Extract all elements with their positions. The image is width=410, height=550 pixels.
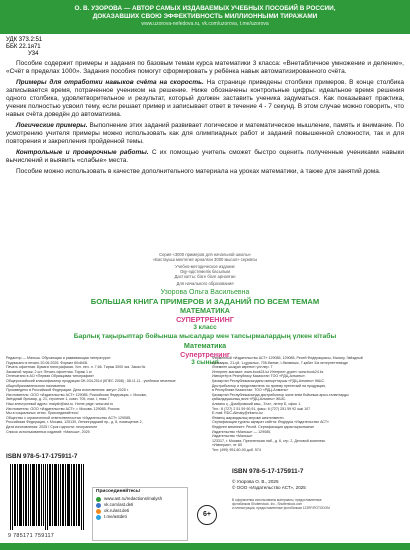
imprint-line: Отпечатано в АО «Первая Образцовая типография» bbox=[6, 374, 95, 379]
banner-line-2: ДОКАЗАВШИХ СВОЮ ЭФФЕКТИВНОСТЬ МИЛЛИОННЫМИ ТИРАЖАМИ bbox=[92, 13, 318, 20]
imprint-line: «Империя», эт. 60 bbox=[212, 443, 242, 448]
paragraph-logic-text: Выполнение этих заданий развивает логическое и математическое мышление, память и внимание. По усмотрению учителя примеры можно использовать как для олимпиадных работ и заданий повышенной сложности, так и для повторения и закрепления пройденной темы. bbox=[6, 122, 405, 145]
catalog-codes bbox=[6, 37, 42, 58]
imprint-line: 123317, г. Москва, Пресненская наб., д. 6, стр. 2, Деловой комплекс bbox=[212, 438, 326, 443]
imprint-line: Наш электронный адрес: malysh@ast.ru. Home page: www.ast.ru bbox=[6, 401, 114, 406]
book-grade: 3 класс bbox=[193, 324, 217, 331]
social-box bbox=[92, 487, 188, 541]
credit-line: и иллюстрации, предоставленные фотобанком 123RF/ROTODOM bbox=[232, 506, 330, 510]
copyright-publisher: © ООО «Издательство АСТ», 2025 bbox=[232, 485, 306, 490]
author-code: У34 bbox=[28, 51, 39, 57]
bbk-code: ББК 22.1я71 bbox=[6, 44, 41, 50]
copyright-author: © Узорова О. В., 2025 bbox=[232, 479, 279, 484]
imprint-line: Өндірген мемлекет: Ресей. Сертификация қарастырылмаған bbox=[212, 424, 314, 429]
paragraph-control bbox=[6, 149, 404, 165]
book-title: БОЛЬШАЯ КНИГА ПРИМЕРОВ И ЗАДАНИЙ ПО ВСЕМ ТЕМАМ bbox=[90, 297, 320, 306]
book-trainer-kz: Супертренинг bbox=[180, 350, 230, 359]
imprint-line: Интернет-магазин: www.book24.kz Интернет-дүкен: www.book24.kz bbox=[212, 369, 324, 374]
imprint-line: в Республике Казахстан: ТОО «РДЦ-Алматы» bbox=[212, 388, 289, 393]
image-credits bbox=[232, 498, 404, 510]
edu-type-kz: Оқу-әдістемелік басылым bbox=[179, 269, 231, 274]
imprint-line: Подписано в печать 20.06.2025. Формат 60x84/8. bbox=[6, 360, 88, 365]
imprint-left bbox=[6, 356, 206, 434]
imprint-line: Қазақстан Республикасындағы импорттаушы «РДЦ-Алматы» ЖШС. bbox=[212, 378, 326, 383]
imprint-line: Общероссийский классификатор продукции ОК-034-2014 (КПЕС 2008) ; 58.11.11 - учебники печатные bbox=[6, 378, 176, 383]
title-block bbox=[60, 252, 350, 367]
book-subject-kz: Математика bbox=[183, 341, 227, 350]
series-ru: Серия «3000 примеров для начальной школы» bbox=[159, 252, 251, 257]
description-text bbox=[6, 60, 404, 179]
imprint-line: Общество с ограниченной ответственностью «Издательство АСТ» 129085, bbox=[6, 415, 131, 420]
social-site-link[interactable]: www.ast.ru/redactions/malysh bbox=[104, 496, 163, 501]
author-name: Узорова Ольга Васильевна bbox=[160, 289, 250, 296]
paragraph-control-text: С их помощью учитель сможет быстро оценить полученные учениками навыки вычислений и выявить «слабые» места. bbox=[6, 149, 404, 164]
book-title-kz: Барлық тақырыптар бойынша мысалдар мен тапсырмалардың үлкен кітабы bbox=[73, 333, 337, 340]
imprint-line: Издательство «Малыш» — 129085, bbox=[212, 429, 272, 434]
imprint-line: Қазақстан Республикасында дистрибьютор және өнім бойынша арыз-талаптарды bbox=[212, 392, 349, 397]
imprint-line: Тел.: 8 (727) 2 51 59 90,91, факс: 8 (727) 251 59 92 ішкі 107 bbox=[212, 406, 311, 411]
barcode-digits: 9 785171 759117 bbox=[8, 533, 55, 539]
imprint-line: Изготовитель: ООО «Издательство АСТ» 129085, Российская Федерация, г. Москва, bbox=[6, 392, 147, 397]
book-grade-kz: 3 сынып bbox=[191, 359, 219, 366]
edu-level: Для начального образования bbox=[176, 281, 234, 286]
age-rating-badge: 6+ bbox=[197, 505, 217, 525]
isbn-right: ISBN 978-5-17-175911-7 bbox=[232, 468, 304, 475]
isbn-left: ISBN 978-5-17-175911-7 bbox=[6, 453, 78, 460]
credit-line: В оформлении использованы материалы, предоставленные bbox=[232, 498, 322, 502]
paragraph-usage: Пособие можно использовать в качестве дополнительного материала на уроках математики, а также для занятий дома. bbox=[16, 168, 381, 175]
udk-code: УДК 373.2:51 bbox=[6, 37, 43, 43]
imprint-line: Дата изготовления: 2025 / Срок годности: неограничен bbox=[6, 424, 98, 429]
imprint-line: Сертификация туралы ақпарат сайтта: Өндіруші «Издательство АСТ» bbox=[212, 420, 329, 425]
imprint-line: Редактор — Малыш. Обучающая и развивающая литература» bbox=[6, 356, 111, 360]
imprint-line: общеобразовательного назначения bbox=[6, 383, 66, 388]
paragraph-speed bbox=[6, 79, 404, 119]
telegram-icon bbox=[96, 515, 101, 520]
vk-icon bbox=[96, 503, 101, 508]
social-vk-link[interactable]: vk.com/ast.deti bbox=[104, 502, 134, 507]
imprint-line: E-mail: RDC-Almaty@eksmo.kz bbox=[212, 411, 263, 416]
imprint-right bbox=[212, 356, 404, 452]
paragraph-control-title: Контрольные и проверочные работы. bbox=[16, 149, 149, 156]
imprint-line: Тел: (499) 951-60-00 доб. 574 bbox=[212, 447, 261, 452]
social-tg-link[interactable]: t.me/astdeti bbox=[104, 514, 127, 519]
imprint-line: Российская Федерация, г. Москва, 125130, Ленинградский пр., д. 8, помещение 2, bbox=[6, 420, 143, 425]
paragraph-speed-title: Примеры для отработки навыков счёта на скорость. bbox=[16, 79, 204, 86]
imprint-line: Алматы қ., Домбровский көш., 3«а», литер Б, офис 1. bbox=[212, 401, 302, 406]
edu-note: Дастхатты: бізге бізге арналған bbox=[174, 274, 236, 279]
imprint-line: Фирменный «Издательство АСТ» 129085, 129085, Ресей Федерациясы, Мәскеу, Звёздный bbox=[212, 356, 363, 360]
social-title: Присоединяйтесь! bbox=[96, 489, 141, 494]
paragraph-speed-text: На странице приведены столбики примеров. В конце столбика записывается время, потраченное учеником на решение. Ниже обозначены контрольные цифры: идеальное время решения одного столбика, удовлетворительное и результат, который должен заставить ученика задуматься. Как показывает практика, ученик полностью усвоил тему, если решает пример и записывает ответ в течение 4 - 7 секунд. В этом случае можно говорить, что навык счёта доведён до автоматизма. bbox=[6, 79, 404, 118]
banner-links[interactable]: www.uzorova-nefedova.ru, vk.com/uzorova, t.me/uzorova bbox=[141, 21, 269, 27]
bottom-strip bbox=[0, 543, 410, 550]
imprint-line: Мы в социальных сетях. Присоединяйтесь! bbox=[6, 411, 79, 416]
credit-line: фотобанком Shutterstock, Inc., Shutterstock.com bbox=[232, 502, 303, 506]
top-banner bbox=[0, 0, 410, 34]
book-trainer: СУПЕРТРЕНИНГ bbox=[176, 315, 234, 324]
imprint-line: Издательство «Малыш» bbox=[212, 434, 253, 439]
ok-icon bbox=[96, 509, 101, 514]
imprint-line: Импортёр в Республику Казахстан ТОО «РДЦ-Алматы». bbox=[212, 374, 306, 379]
imprint-line: Список использованных изданий: «Малыш», 2025 bbox=[6, 429, 90, 434]
globe-icon bbox=[96, 497, 101, 502]
imprint-line: бульвары, 21-үй, 1-құрылыс, 705-бөлме, І-бөлмешік, 7-қабат. Біз интернеттемізде bbox=[212, 360, 348, 365]
imprint-line: Өнімнің жарамдылық мерзімі шектелмеген. bbox=[212, 415, 285, 420]
edu-type-ru: Учебно-методическое издание bbox=[175, 264, 235, 269]
imprint-line: қабылдаушының өкілі «РДЦ-Алматы» ЖШС. bbox=[212, 397, 287, 402]
imprint-line: Произведено в Российской Федерации. Дата изготовления: август 2025 г. bbox=[6, 388, 129, 393]
paragraph-intro: Пособие содержит примеры и задания по базовым темам курса математики 3 класса: «Внетабличное умножение и деление», «Счёт в пределах 1000». Задания пособия помогут сформировать у ребёнка навык автоматизированного счёта. bbox=[6, 60, 404, 75]
social-ok-link[interactable]: ok.ru/ast.deti bbox=[104, 508, 130, 513]
copyright-block bbox=[232, 479, 306, 491]
paragraph-logic bbox=[6, 122, 404, 146]
imprint-line: Изготовитель: ООО «Издательство АСТ», г. Москва, 129085, Россия bbox=[6, 406, 120, 411]
paragraph-logic-title: Логические примеры. bbox=[16, 122, 88, 129]
social-tg-row[interactable] bbox=[96, 514, 184, 520]
imprint-line: Печать офсетная. Бумага типографская. Усл. печ. л. 7,66. Тираж 3000 экз. Заказ № bbox=[6, 365, 146, 370]
imprint-line: Дистрибьютор и представитель по приему претензий на продукцию, bbox=[212, 383, 327, 388]
banner-line-1: О. В. УЗОРОВА — АВТОР САМЫХ ИЗДАВАЕМЫХ УЧЕБНЫХ ПОСОБИЙ В РОССИИ, bbox=[74, 5, 336, 12]
imprint-line: Заказной тираж: 2 шт. Печать офсетная. Тираж 1 кг bbox=[6, 369, 92, 374]
series-kz: «Бастауыш мектепке арналған 3000 мысал» сериясы bbox=[152, 257, 258, 262]
imprint-line: Звёздный бульвар, д. 21, строение 1, комн. 705, пом. I, этаж 7 bbox=[6, 397, 110, 402]
imprint-line: Әлемнен шыққан көрнекті үлгілер: 7 bbox=[212, 365, 273, 370]
book-subject: МАТЕМАТИКА bbox=[180, 306, 230, 315]
barcode-icon bbox=[6, 462, 88, 532]
